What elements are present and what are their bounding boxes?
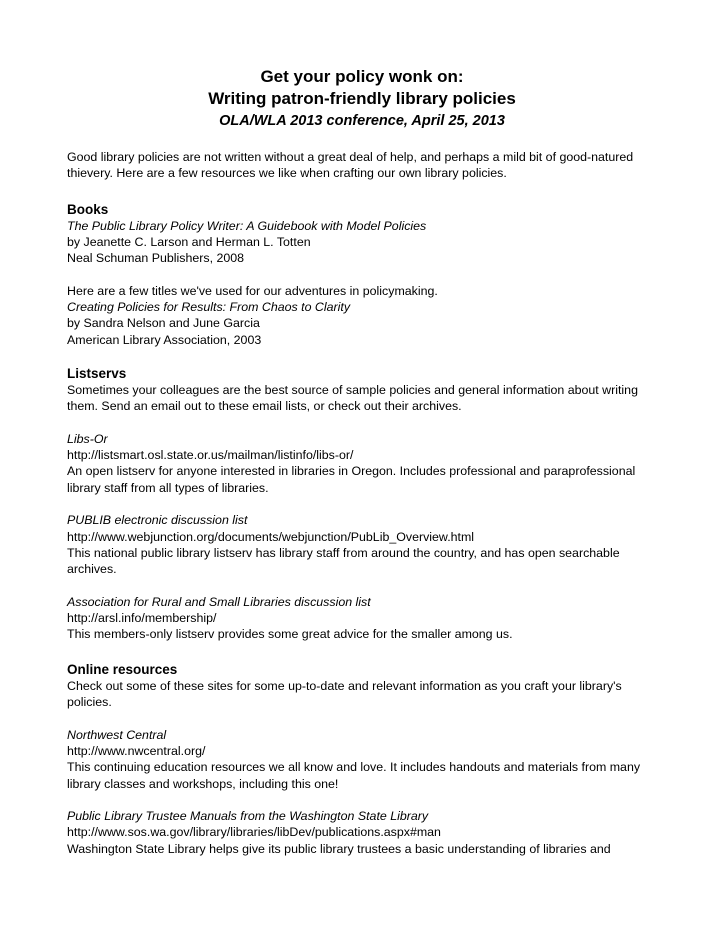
listserv-description: This members-only listserv provides some great advice for the smaller among us. <box>67 627 513 642</box>
listserv-name: Libs-Or <box>67 431 108 446</box>
listserv-entry <box>67 512 657 577</box>
listserv-entry <box>67 431 657 496</box>
document-page <box>67 66 657 857</box>
title-line-1: Get your policy wonk on: <box>260 67 464 86</box>
listservs-intro: Sometimes your colleagues are the best source of sample policies and general information about writing them. Send an email out to these email lists, or check out their archives. <box>67 382 638 414</box>
book-title: Creating Policies for Results: From Chaos to Clarity <box>67 300 351 315</box>
listserv-name: PUBLIB electronic discussion list <box>67 513 248 528</box>
title-line-2: Writing patron-friendly library policies <box>208 89 516 108</box>
books-heading: Books <box>67 201 109 217</box>
listserv-entry <box>67 594 657 643</box>
book-authors: by Jeanette C. Larson and Herman L. Totten <box>67 234 311 249</box>
listserv-url[interactable]: http://www.webjunction.org/documents/webjunction/PubLib_Overview.html <box>67 529 475 544</box>
resource-url[interactable]: http://www.nwcentral.org/ <box>67 743 206 758</box>
book-entry <box>67 218 657 267</box>
books-lead: Here are a few titles we've used for our adventures in policymaking. <box>67 283 438 298</box>
book-publisher: American Library Association, 2003 <box>67 332 262 347</box>
listserv-name: Association for Rural and Small Libraries discussion list <box>67 594 371 609</box>
book-publisher: Neal Schuman Publishers, 2008 <box>67 251 245 266</box>
resource-description: This continuing education resources we all know and love. It includes handouts and materials from many library classes and workshops, including this one! <box>67 760 641 791</box>
title-block <box>47 66 677 131</box>
book-title: The Public Library Policy Writer: A Guidebook with Model Policies <box>67 218 427 233</box>
resource-url[interactable]: http://www.sos.wa.gov/library/libraries/libDev/publications.aspx#man <box>67 825 441 840</box>
online-resources-section <box>67 661 657 857</box>
listservs-heading: Listservs <box>67 365 127 381</box>
resource-name: Northwest Central <box>67 727 167 742</box>
intro-paragraph: Good library policies are not written without a great deal of help, and perhaps a mild bit of good-natured thievery. Here are a few resources we like when crafting our own library policies. <box>67 150 634 181</box>
online-resources-heading: Online resources <box>67 661 178 677</box>
resource-entry <box>67 808 657 857</box>
listservs-section <box>67 365 657 643</box>
book-authors: by Sandra Nelson and June Garcia <box>67 316 260 331</box>
listserv-url[interactable]: http://arsl.info/membership/ <box>67 611 217 626</box>
resource-name: Public Library Trustee Manuals from the Washington State Library <box>67 809 429 824</box>
book-entry <box>67 299 657 348</box>
resource-description: Washington State Library helps give its public library trustees a basic understanding of libraries and <box>67 841 611 856</box>
books-section <box>67 201 657 348</box>
listserv-description: An open listserv for anyone interested in libraries in Oregon. Includes professional and paraprofessional library staff from all types of libraries. <box>67 464 636 495</box>
listserv-url[interactable]: http://listsmart.osl.state.or.us/mailman/listinfo/libs-or/ <box>67 448 354 463</box>
resource-entry <box>67 727 657 792</box>
subtitle: OLA/WLA 2013 conference, April 25, 2013 <box>219 113 505 129</box>
listserv-description: This national public library listserv has library staff from around the country, and has open searchable archives. <box>67 545 620 577</box>
online-resources-intro: Check out some of these sites for some up-to-date and relevant information as you craft your library's policies. <box>67 678 622 710</box>
